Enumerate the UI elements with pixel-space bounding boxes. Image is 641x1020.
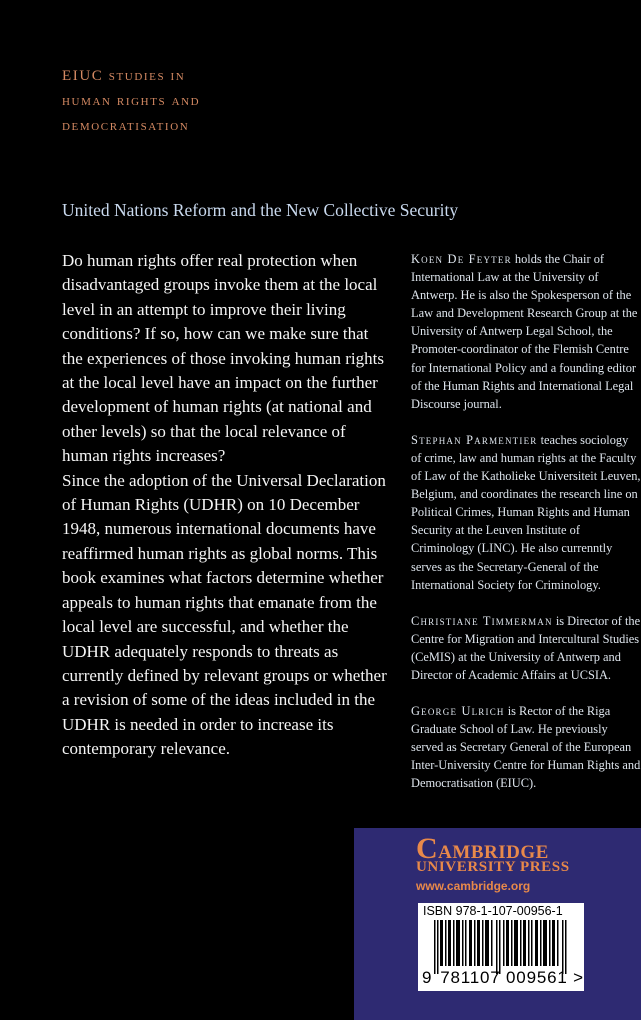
bio-text: holds the Chair of International Law at the University of Antwerp. He is also the Spokesperson of the Law and Development Research Group at the University of Antwerp Legal School, the Promoter-coordinator of the Flemish Centre for International Policy and a founding editor of the Human Rights and International Legal Discourse journal. bbox=[411, 252, 638, 411]
bio-text: teaches sociology of crime, law and human rights at the Faculty of Law of the Katholieke Universiteit Leuven, Belgium, and coordinates the research line on Political Crimes, Human Rights and Human Security at the Leuven Institute of Criminology (LINC). He also currenntly serves as the Secretary-General of the International Society for Criminology. bbox=[411, 432, 641, 592]
ean-digits bbox=[422, 968, 584, 988]
author-name: Koen De Feyter bbox=[411, 252, 512, 266]
series-line-1: EIUC studies in bbox=[62, 68, 186, 84]
ean-remaining-digits: 781107 009561 > bbox=[440, 968, 584, 987]
series-heading bbox=[62, 64, 200, 139]
barcode-bars-icon bbox=[434, 920, 569, 974]
bio-text: is Rector of the Riga Graduate School of Law. He previously served as Secretary General of the European Inter-University Centre for Human Rights and Democratisation (EIUC). bbox=[411, 704, 641, 791]
author-name: Stephan Parmentier bbox=[411, 432, 538, 447]
bio-koen-de-feyter bbox=[411, 250, 641, 413]
series-line-3: democratisation bbox=[62, 118, 190, 134]
blurb-paragraph-1: Do human rights offer real protection when disadvantaged groups invoke them at the local level in an attempt to improve their living conditions? If so, how can we make sure that the experiences of those invoking human rights at the local level have an impact on the further development of human rights (at national and other levels) so that the local relevance of human rights increases? bbox=[62, 251, 384, 466]
blurb-paragraph-2: Since the adoption of the Universal Declaration of Human Rights (UDHR) on 10 December 1948, numerous international documents have reaffirmed human rights as global norms. This book examines what factors determine whether appeals to human rights that emanate from the local level are successful, and whether the UDHR adequately responds to threats as currently defined by relevant groups or whether a revision of some of the ideas included in the UDHR is needed in order to increase its contemporary relevance. bbox=[62, 470, 387, 759]
isbn-barcode bbox=[418, 903, 584, 991]
author-name: Christiane Timmerman bbox=[411, 613, 553, 628]
publisher-panel bbox=[354, 828, 641, 1020]
bio-christiane-timmerman bbox=[411, 612, 641, 684]
book-title: United Nations Reform and the New Collective Security bbox=[62, 200, 459, 220]
bio-stephan-parmentier bbox=[411, 431, 641, 594]
author-name: George Ulrich bbox=[411, 704, 505, 719]
blurb bbox=[62, 249, 392, 762]
publisher-subtitle: UNIVERSITY PRESS bbox=[416, 859, 570, 875]
logo-initial: C bbox=[416, 832, 439, 865]
logo-rest: ambridge bbox=[438, 834, 549, 864]
publisher-url: www.cambridge.org bbox=[416, 879, 531, 893]
bio-george-ulrich bbox=[411, 702, 641, 792]
isbn-label: ISBN 978-1-107-00956-1 bbox=[423, 904, 563, 918]
author-bios bbox=[411, 250, 641, 811]
ean-first-digit: 9 bbox=[422, 968, 433, 987]
bio-text: is Director of the Centre for Migration and Intercultural Studies (CeMIS) at the University of Antwerp and Director of Academic Affairs at UCSIA. bbox=[411, 613, 641, 682]
series-line-2: human rights and bbox=[62, 93, 201, 109]
